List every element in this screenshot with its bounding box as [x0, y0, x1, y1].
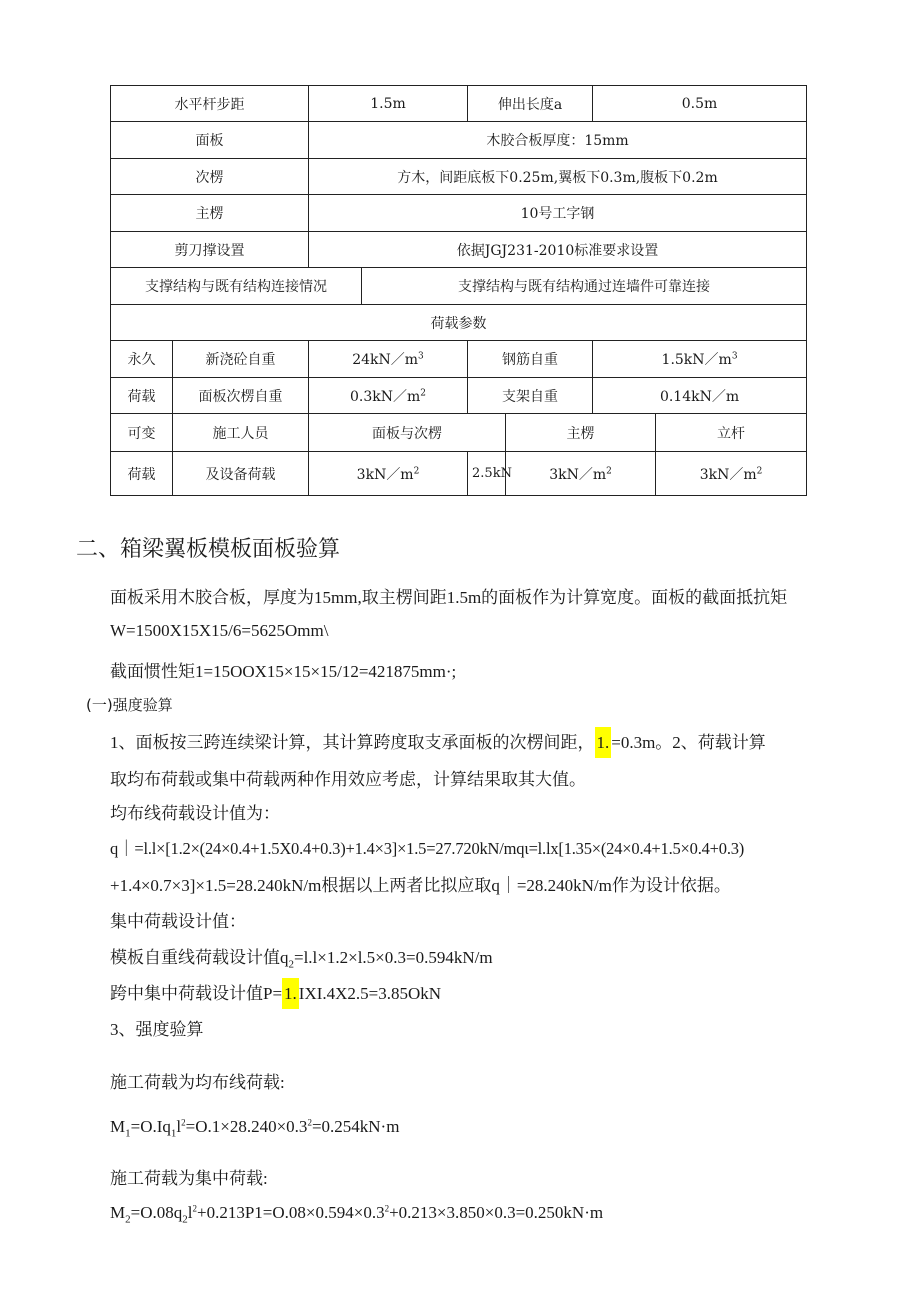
group-label: 荷载 — [111, 378, 173, 414]
table-row — [111, 86, 807, 122]
paragraph: 3、强度验算 — [110, 1020, 204, 1039]
cell-label: 及设备荷载 — [173, 452, 309, 496]
paragraph: 施工荷载为均布线荷载: — [110, 1073, 285, 1092]
paragraph: 面板采用木胶合板，厚度为15mm,取主楞间距1.5m的面板作为计算宽度。面板的截面抵抗矩 — [110, 588, 788, 607]
highlight-mark: 1. — [282, 978, 299, 1009]
cell-value: $1.5kN/m^3$ — [593, 341, 807, 378]
cell-value: 木胶合板厚度：15mm — [309, 122, 807, 159]
formula-line: 模板自重线荷载设计值$q_2=l.l\times 1.2\times l.5\times 0.3=0.594kN/m$ — [110, 948, 493, 971]
cell-label: 主楞 — [111, 195, 309, 232]
column-header: 面板与次楞 — [309, 414, 506, 452]
subsection-title: (一)强度验算 — [86, 696, 173, 714]
formula-line: +1.4×0.7×3]×1.5=28.240kN/m根据以上两者比拟应取q｜=28.240kN/m作为设计依据。 — [110, 876, 731, 895]
highlight-mark: 1. — [595, 727, 612, 758]
cell-value: 依据JGJ231-2010标准要求设置 — [309, 232, 807, 268]
formula-line: $M_2=O.08q_2l^2+0.213P1=O.08\times 0.594\times 0.3^2+0.213\times 3.850\times 0.3=0.250kN\cdot m$ — [110, 1203, 604, 1226]
cell-value: 方木，间距底板下0.25m,翼板下0.3m,腹板下0.2m — [309, 159, 807, 195]
table-row — [111, 159, 807, 195]
table-row — [111, 195, 807, 232]
cell-value: $0.3kN/m^2$ — [309, 378, 468, 414]
cell-value: $3kN/m^2$ — [656, 452, 807, 496]
cell-value: 10号工字钢 — [309, 195, 807, 232]
group-label: 可变 — [111, 414, 173, 452]
formula-line: 跨中集中荷载设计值P= 1. IXI.4X2.5=3.85OkN — [110, 979, 441, 1004]
paragraph: 1、面板按三跨连续梁计算，其计算跨度取支承面板的次楞间距， 1. =0.3m。2、荷载计算 — [110, 728, 766, 753]
table-row — [111, 122, 807, 159]
cell-value: 支撑结构与既有结构通过连墙件可靠连接 — [362, 268, 807, 305]
formula-line: $M_1=O.Iq_1l^2=O.1\times 28.240\times 0.3^2=0.254kN\cdot m$ — [110, 1117, 400, 1140]
formula-line: W=1500X15X15/6=5625Omm\ — [110, 621, 329, 640]
cell-value: 2.5kN — [468, 452, 506, 496]
table-row — [111, 341, 807, 378]
table-row — [111, 414, 807, 452]
cell-label: 剪刀撑设置 — [111, 232, 309, 268]
paragraph: 施工荷载为集中荷载: — [110, 1169, 268, 1188]
cell-value: $3kN/m^2$ — [506, 452, 656, 496]
column-header: 立杆 — [656, 414, 807, 452]
table-row — [111, 268, 807, 305]
cell-label: 支架自重 — [468, 378, 593, 414]
cell-value: 1.5m — [309, 86, 468, 122]
cell-value: 0.5m — [593, 86, 807, 122]
cell-value: $3kN/m^2$ — [309, 452, 468, 496]
cell-label: 新浇砼自重 — [173, 341, 309, 378]
column-header: 主楞 — [506, 414, 656, 452]
formula-line: 截面惯性矩1=15OOX15×15×15/12=421875mm·; — [110, 662, 457, 681]
cell-label: 支撑结构与既有结构连接情况 — [111, 268, 362, 305]
paragraph: 取均布荷载或集中荷载两种作用效应考虑，计算结果取其大值。 — [110, 770, 586, 789]
cell-label: 钢筋自重 — [468, 341, 593, 378]
cell-value: $24kN/m^3$ — [309, 341, 468, 378]
paragraph: 均布线荷载设计值为： — [110, 804, 280, 823]
table-row — [111, 378, 807, 414]
cell-label: 伸出长度a — [468, 86, 593, 122]
cell-label: 次楞 — [111, 159, 309, 195]
cell-label: 面板 — [111, 122, 309, 159]
section-title: 二、箱梁翼板模板面板验算 — [76, 537, 341, 562]
paragraph: 集中荷载设计值： — [110, 912, 246, 931]
table-row — [111, 452, 807, 496]
table-row — [111, 232, 807, 268]
table-row — [111, 305, 807, 341]
cell-label: 水平杆步距 — [111, 86, 309, 122]
cell-label: 面板次楞自重 — [173, 378, 309, 414]
load-parameter-table — [110, 85, 807, 496]
cell-label: 施工人员 — [173, 414, 309, 452]
cell-value: 0.14kN／m — [593, 378, 807, 414]
formula-line: q｜=l.l×[1.2×(24×0.4+1.5X0.4+0.3)+1.4×3]×1.5=27.720kN/mqι=l.lx[1.35×(24×0.4+1.5×0.4+0.3) — [110, 839, 745, 858]
group-label: 永久 — [111, 341, 173, 378]
group-label: 荷载 — [111, 452, 173, 496]
section-header-cell: 荷载参数 — [111, 305, 807, 341]
